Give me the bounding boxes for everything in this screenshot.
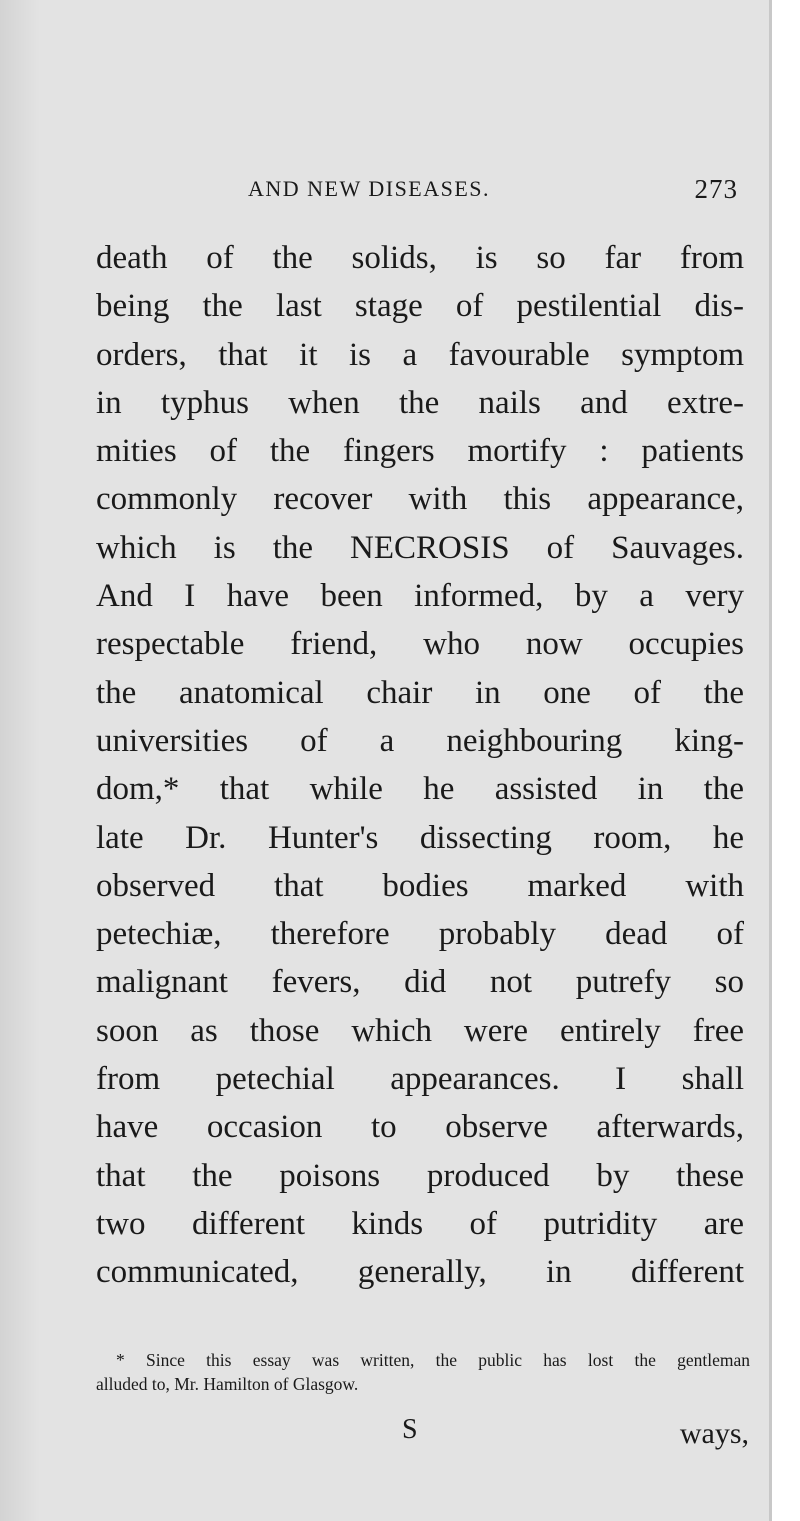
text-line: two different kinds of putridity are: [96, 1205, 744, 1242]
running-title: AND NEW DISEASES.: [248, 176, 491, 201]
text-line: dom,* that while he assisted in the: [96, 771, 744, 808]
signature-mark: S: [402, 1414, 418, 1445]
text-line: commonly recover with this appearance,: [96, 481, 744, 518]
page-number: 273: [694, 174, 738, 204]
text-line: universities of a neighbouring king-: [96, 722, 744, 759]
text-line: that the poisons produced by these: [96, 1157, 744, 1194]
text-line: in typhus when the nails and extre-: [96, 384, 744, 421]
text-line: late Dr. Hunter's dissecting room, he: [96, 819, 744, 856]
catchword: ways,: [679, 1417, 749, 1450]
footnote-line: alluded to, Mr. Hamilton of Glasgow.: [96, 1374, 359, 1394]
text-line: soon as those which were entirely free: [96, 1012, 744, 1049]
text-line: have occasion to observe afterwards,: [96, 1109, 744, 1146]
text-line: being the last stage of pestilential dis-: [96, 288, 744, 325]
text-line: respectable friend, who now occupies: [96, 626, 744, 663]
text-line: which is the NECROSIS of Sauvages.: [96, 529, 744, 566]
footnote: [96, 1348, 750, 1396]
body-text: [96, 234, 744, 1297]
text-line: orders, that it is a favourable symptom: [96, 336, 744, 373]
text-line: malignant fevers, did not putrefy so: [96, 964, 744, 1001]
footnote-line: * Since this essay was written, the public has lost the gentleman: [116, 1350, 750, 1370]
text-line: communicated, generally, in different: [96, 1254, 744, 1291]
running-head: [0, 172, 740, 206]
text-line: petechiæ, therefore probably dead of: [96, 916, 744, 953]
text-line: observed that bodies marked with: [96, 867, 744, 904]
text-line: the anatomical chair in one of the: [96, 674, 744, 711]
text-line: mities of the fingers mortify : patients: [96, 433, 744, 470]
text-line: death of the solids, is so far from: [96, 240, 744, 276]
text-line: And I have been informed, by a very: [96, 578, 744, 615]
text-line: from petechial appearances. I shall: [96, 1061, 744, 1098]
